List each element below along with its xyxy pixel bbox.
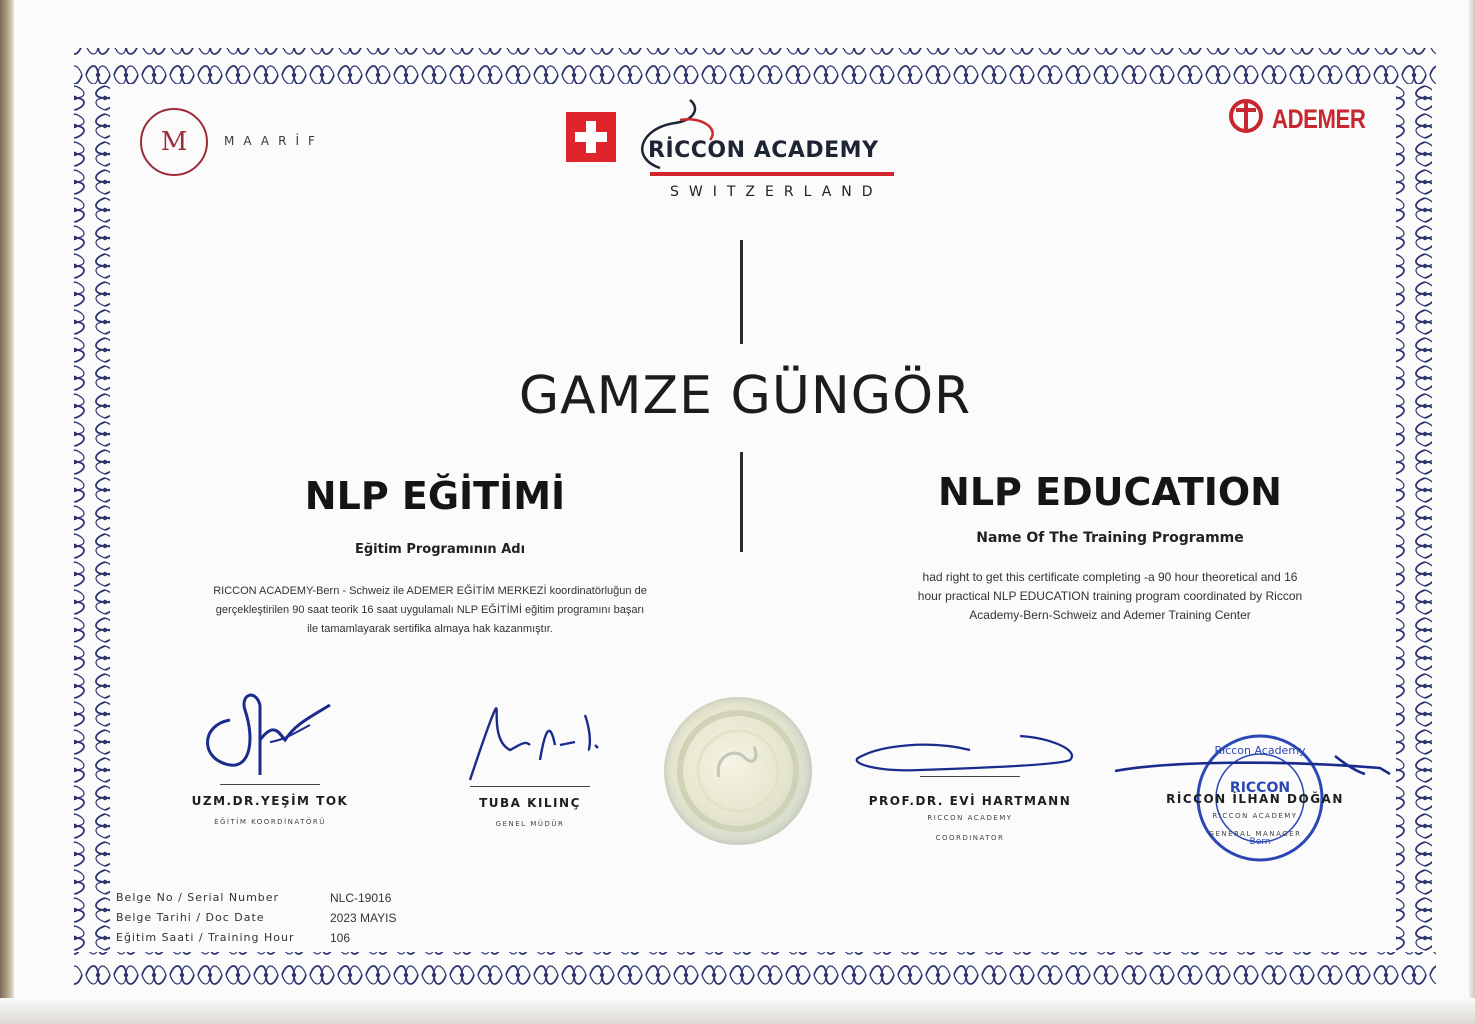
riccon-academy-logo bbox=[566, 98, 906, 208]
center-divider-top bbox=[740, 240, 743, 344]
detail-value: 2023 MAYIS bbox=[330, 911, 397, 925]
certificate-text-en bbox=[850, 568, 1370, 625]
handwritten-signature bbox=[840, 720, 1100, 790]
detail-label: Belge No / Serial Number bbox=[116, 891, 280, 904]
program-title-en: NLP EDUCATION bbox=[938, 470, 1282, 514]
hologram-seal bbox=[664, 697, 812, 845]
signature-block-general-manager bbox=[420, 690, 640, 840]
signatory-role: EĞİTİM KOORDİNATÖRÜ bbox=[214, 818, 326, 826]
signatory-name: TUBA KILINÇ bbox=[479, 796, 581, 810]
text-line: gerçekleştirilen 90 saat teorik 16 saat uygulamalı NLP EĞİTİMİ eğitim programını başarı bbox=[215, 604, 645, 616]
stamp-text: Riccon Academy bbox=[1214, 744, 1306, 757]
text-line: Academy-Bern-Schweiz and Ademer Training Center bbox=[969, 608, 1251, 622]
riccon-country: SWITZERLAND bbox=[670, 184, 883, 200]
signature-line bbox=[470, 786, 590, 787]
certificate-text-tr bbox=[130, 582, 730, 639]
ademer-mark-icon bbox=[1226, 98, 1268, 134]
signature-line bbox=[220, 784, 320, 785]
signatory-name: UZM.DR.YEŞİM TOK bbox=[191, 794, 349, 808]
maarif-monogram: M bbox=[140, 108, 208, 176]
text-line: ile tamamlayarak sertifika almaya hak kazanmıştır. bbox=[307, 623, 553, 635]
signatory-name: RİCCON İLHAN DOĞAN bbox=[1166, 792, 1344, 806]
detail-row-serial bbox=[116, 888, 396, 908]
detail-row-date bbox=[116, 908, 396, 928]
certificate-details bbox=[116, 888, 396, 948]
detail-value: 106 bbox=[330, 931, 351, 945]
signature-block-dogan bbox=[1110, 716, 1400, 866]
detail-value: NLC-19016 bbox=[330, 891, 392, 905]
text-line: RICCON ACADEMY-Bern - Schweiz ile ADEMER EĞİTİM MERKEZİ koordinatörluğun de bbox=[213, 585, 647, 597]
swiss-flag-icon bbox=[566, 112, 616, 162]
center-divider-bottom bbox=[740, 452, 743, 552]
text-line: hour practical NLP EDUCATION training program coordinated by Riccon bbox=[917, 589, 1303, 603]
handwritten-signature bbox=[420, 690, 640, 790]
signatory-role-secondary: COORDINATOR bbox=[935, 834, 1005, 842]
program-subtitle-tr: Eğitim Programının Adı bbox=[354, 542, 526, 557]
signatory-role: RICCON ACADEMY bbox=[927, 814, 1013, 822]
maarif-logo bbox=[140, 108, 340, 178]
program-subtitle-en: Name Of The Training Programme bbox=[976, 530, 1244, 546]
detail-label: Eğitim Saati / Training Hour bbox=[116, 931, 295, 944]
stamp-center-text: RICCON bbox=[1229, 780, 1291, 796]
ademer-wordmark: ADEMER bbox=[1272, 104, 1366, 134]
signature-block-hartmann bbox=[840, 720, 1100, 850]
signatory-role: GENEL MÜDÜR bbox=[495, 820, 565, 828]
program-title-tr: NLP EĞİTİMİ bbox=[304, 474, 566, 518]
recipient-name: GAMZE GÜNGÖR bbox=[518, 366, 972, 426]
detail-row-hours bbox=[116, 928, 396, 948]
official-stamp bbox=[1110, 716, 1400, 866]
maarif-wordmark: MAARİF bbox=[224, 134, 324, 148]
handwritten-signature bbox=[160, 680, 380, 790]
seal-emblem-icon bbox=[664, 697, 812, 845]
riccon-wordmark: RİCCON ACADEMY bbox=[648, 138, 879, 163]
signatory-role-secondary: GENERAL MANAGER bbox=[1208, 830, 1302, 838]
text-line: had right to get this certificate completing -a 90 hour theoretical and 16 bbox=[922, 570, 1298, 584]
signature-block-coordinator bbox=[160, 680, 380, 840]
signatory-name: PROF.DR. EVİ HARTMANN bbox=[868, 794, 1072, 808]
detail-label: Belge Tarihi / Doc Date bbox=[116, 911, 265, 924]
riccon-red-rule bbox=[650, 172, 894, 176]
signature-line bbox=[920, 776, 1020, 777]
signatory-role: RICCON ACADEMY bbox=[1212, 812, 1298, 820]
ademer-logo bbox=[1226, 98, 1376, 138]
stamp-bottom-text: Bern bbox=[1249, 837, 1271, 847]
